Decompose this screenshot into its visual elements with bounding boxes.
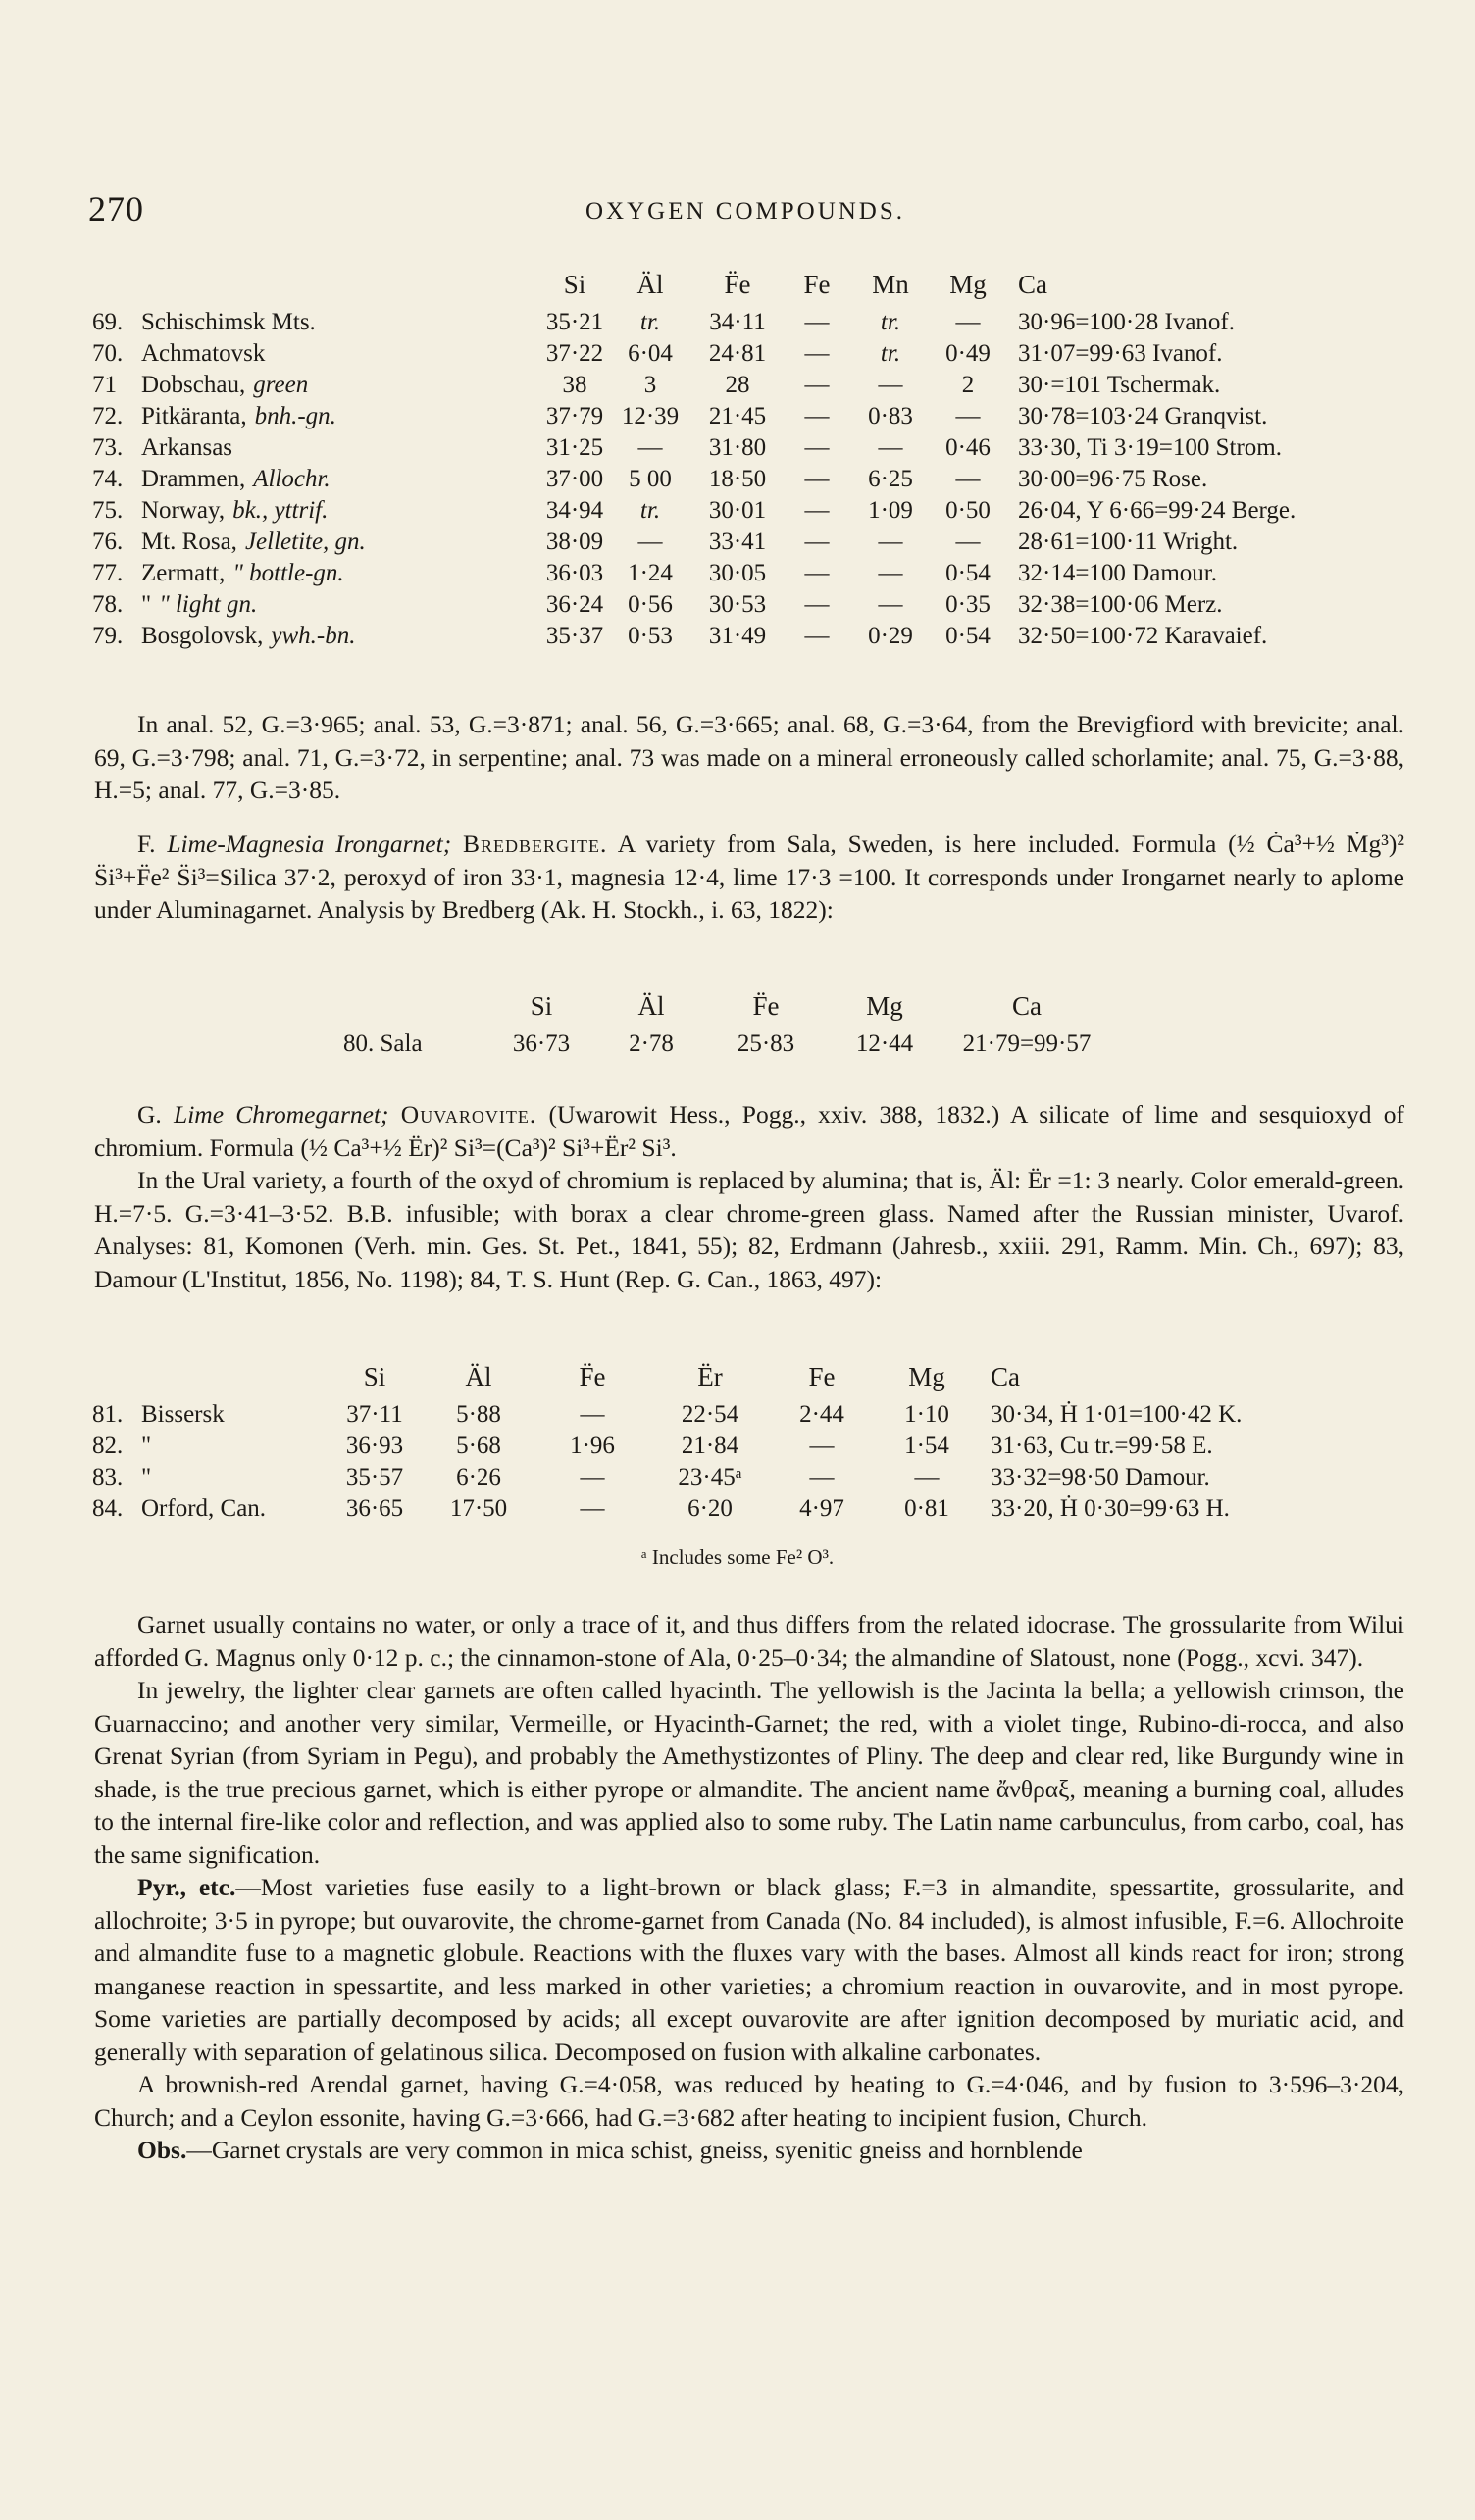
footnote: ᵃ Includes some Fe² O³. — [640, 1545, 835, 1569]
cell-mg: 1·54 — [904, 1432, 949, 1459]
cell-locality: " — [141, 1432, 152, 1459]
cell-fe2: — — [804, 496, 830, 524]
cell-ca-result: 30·00=96·75 Rose. — [1018, 465, 1208, 492]
cell-si: 35·21 — [545, 308, 604, 335]
row-number: 69. — [92, 308, 124, 335]
variety-name: ywh.-bn. — [271, 622, 356, 649]
cell-ca-result: 26·04, Y 6·66=99·24 Berge. — [1018, 496, 1297, 524]
section-title: Lime-Magnesia Irongarnet; — [167, 830, 452, 858]
table-row — [88, 369, 1422, 400]
cell-mn: — — [878, 590, 903, 618]
cell-mn: 6·25 — [868, 465, 913, 492]
row-number: 78. — [92, 590, 124, 618]
cell-mg: 0·81 — [904, 1494, 949, 1522]
cell-al: 6·04 — [628, 339, 673, 367]
locality-name: Mt. Rosa, — [141, 528, 237, 555]
analysis-table-2 — [339, 984, 1110, 1059]
cell-mn: — — [878, 371, 903, 398]
variety-name: " light gn. — [159, 590, 258, 618]
analysis-table-1 — [88, 263, 1422, 651]
cell-fe2: — — [804, 433, 830, 461]
column-header: Mn — [872, 269, 909, 299]
paragraph-pyr — [94, 1871, 1404, 2068]
variety-name: Allochr. — [253, 465, 331, 492]
paragraph-jewelry: In jewelry, the lighter clear garnets are often called hyacinth. The yellowish is the Jacinta la bella; a yellowish crimson, the Guarnaccino; and another very similar, Vermeille, or Hyacinth-Garnet; the red, with a violet tinge, Rubino-di-rocca, and also Grenat Syrian (from Syriam in Pegu), and probably the Amethystizontes of Pliny. The deep and clear red, like Burgundy wine in shade, is the true precious garnet, which is either pyrope or almandite. The ancient name ἄνθραξ, meaning a burning coal, alludes to the internal fire-like color and reflection, and was applied also to some ruby. The Latin name carbunculus, from carbo, coal, has the same signification. — [94, 1676, 1404, 1869]
table-header-row — [88, 263, 1422, 306]
cell-si: 38 — [562, 371, 587, 398]
cell-cr: 23·45ᵃ — [678, 1463, 742, 1490]
cell-fe3: 31·49 — [708, 622, 767, 649]
cell-si: 37·00 — [545, 465, 604, 492]
cell-mg: — — [955, 528, 981, 555]
paragraph-text: In the Ural variety, a fourth of the oxyd of chromium is replaced by alumina; that is, Äl: Ër =1: 3 nearly. Color emerald-green. H.=7·5. G.=3·41–3·52. B.B. infusible; with borax a clear chrome-green glass. Named after the Russian minister, Uvarof. Analyses: 81, Komonen (Verh. min. Ges. St. Pet., 1841, 55); 82, Erdmann (Jahresb., xxiii. 291, Ramm. Min. Ch., 697); 83, Damour (L'Institut, 1856, No. 1198); 84, T. S. Hunt (Rep. G. Can., 1863, 497): — [94, 1166, 1404, 1293]
table-row — [88, 494, 1422, 526]
cell-locality — [137, 588, 539, 620]
row-number: 75. — [92, 496, 124, 524]
cell-mg: — — [955, 308, 981, 335]
paragraph-arendal: A brownish-red Arendal garnet, having G.=4·058, was reduced by heating to G.=4·046, and by fusion to 3·596–3·204, Church; and a Ceylon essonite, having G.=3·666, had G.=3·682 after heating to incipient fusion, Church. — [94, 2070, 1404, 2132]
table-row — [88, 1430, 1422, 1461]
table-row — [339, 1028, 1110, 1059]
running-head: OXYGEN COMPOUNDS. — [585, 198, 906, 225]
column-header: Äl — [465, 1361, 492, 1391]
table-row — [88, 557, 1422, 588]
cell-fe3: 1·96 — [570, 1432, 615, 1459]
row-number: 81. — [92, 1400, 124, 1428]
column-header: Äl — [637, 990, 665, 1021]
section-label: F. — [137, 830, 156, 858]
cell-mg: 0·50 — [945, 496, 991, 524]
cell-fe2: — — [804, 559, 830, 586]
cell-locality — [137, 369, 539, 400]
column-header: Mg — [949, 269, 987, 299]
mineral-name: Bredbergite. — [463, 830, 608, 858]
cell-si: 36·73 — [512, 1030, 571, 1057]
cell-ca-result: 31·63, Cu tr.=99·58 E. — [991, 1432, 1213, 1459]
column-header: Si — [530, 990, 553, 1021]
cell-locality: " — [141, 1463, 152, 1490]
pyr-text: —Most varieties fuse easily to a light-brown or black glass; F.=3 in almandite, spessartite, grossularite, and allochroite; 3·5 in pyrope; but ouvarovite, the chrome-garnet from Canada (No. 84 included), is almost infusible, F.=6. Allochroite and almandite fuse to a magnetic globule. Reactions with the fluxes vary with the bases. Almost all kinds react for iron; strong manganese reaction in spessartite, and less marked in other varieties; a chromium reaction in ouvarovite, and in most pyrope. Some varieties are partially decomposed by acids; all except ouvarovite are after ignition decomposed by muriatic acid, and generally with separation of gelatinous silica. Decomposed on fusion with alkaline carbonates. — [94, 1873, 1405, 2066]
table-row — [88, 1492, 1422, 1524]
cell-si: 37·11 — [346, 1400, 403, 1428]
cell-mn: 0·83 — [868, 402, 913, 429]
cell-fe2: — — [804, 402, 830, 429]
cell-mg: 2 — [961, 371, 975, 398]
cell-ca-result: 28·61=100·11 Wright. — [1018, 528, 1239, 555]
cell-mn: 1·09 — [868, 496, 913, 524]
column-header: Ca — [1018, 269, 1047, 299]
section-text: (Uwarowit Hess., Pogg., xxiv. 388, 1832.) A silicate of lime and sesquioxyd of chromium. Formula (½ Ca³+½ Ër)² Si³=(Ca³)² Si³+Ër² Si³. — [94, 1100, 1405, 1162]
column-header: Fe — [803, 269, 831, 299]
cell-locality — [137, 463, 539, 494]
cell-fe3: 30·53 — [708, 590, 767, 618]
cell-al: — — [637, 528, 663, 555]
cell-mg: — — [914, 1463, 940, 1490]
locality-name: Arkansas — [141, 433, 233, 461]
cell-fe3: — — [580, 1400, 605, 1428]
cell-mg: 0·49 — [945, 339, 991, 367]
table-row — [88, 1398, 1422, 1430]
cell-ca-result: 33·30, Ti 3·19=100 Strom. — [1018, 433, 1283, 461]
cell-al: 0·53 — [628, 622, 673, 649]
cell-fe3: 31·80 — [708, 433, 767, 461]
cell-al: 5·88 — [456, 1400, 501, 1428]
section-label: G. — [137, 1100, 162, 1129]
table-row — [88, 337, 1422, 369]
cell-si: 34·94 — [545, 496, 604, 524]
cell-ca-result: 30·96=100·28 Ivanof. — [1018, 308, 1235, 335]
cell-fe2: — — [804, 339, 830, 367]
cell-ca-result: 31·07=99·63 Ivanof. — [1018, 339, 1223, 367]
column-header: Ca — [991, 1361, 1020, 1391]
cell-cr: 6·20 — [687, 1494, 733, 1522]
table-row — [88, 526, 1422, 557]
cell-si: 38·09 — [545, 528, 604, 555]
section-text: A variety from Sala, Sweden, is here included. Formula (½ Ċa³+½ Ṁg³)² S̈i³+F̈e² S̈i³=Silica 37·2, peroxyd of iron 33·1, magnesia 12·4, lime 17·3 =100. It corresponds under Irongarnet nearly to aplome under Aluminagarnet. Analysis by Bredberg (Ak. H. Stockh., i. 63, 1822): — [94, 830, 1405, 924]
cell-al: 6·26 — [456, 1463, 501, 1490]
table-row — [88, 400, 1422, 431]
row-number: 76. — [92, 528, 124, 555]
cell-ca-result: 30·34, Ḣ 1·01=100·42 K. — [991, 1400, 1243, 1428]
page-header — [88, 188, 1402, 237]
page-number: 270 — [88, 189, 144, 228]
cell-mg: — — [955, 465, 981, 492]
cell-al: tr. — [639, 496, 661, 524]
cell-cr: 22·54 — [681, 1400, 739, 1428]
cell-fe3: 33·41 — [708, 528, 767, 555]
column-header: Si — [563, 269, 586, 299]
cell-locality — [137, 400, 539, 431]
cell-al: 17·50 — [449, 1494, 508, 1522]
locality-name: Dobschau, — [141, 371, 246, 398]
cell-mg: 0·35 — [945, 590, 991, 618]
cell-locality — [137, 526, 539, 557]
cell-si: 36·65 — [345, 1494, 404, 1522]
cell-si: 36·03 — [545, 559, 604, 586]
cell-mg: 0·54 — [945, 622, 991, 649]
cell-mn: — — [878, 559, 903, 586]
column-header: F̈e — [579, 1361, 606, 1391]
cell-ca-result: 32·50=100·72 Karavaief. — [1018, 622, 1268, 649]
paragraph-text: In anal. 52, G.=3·965; anal. 53, G.=3·871; anal. 56, G.=3·665; anal. 68, G.=3·64, from the Brevigfiord with brevicite; anal. 69, G.=3·798; anal. 71, G.=3·72, in serpentine; anal. 73 was made on a mineral erroneously called schorlamite; anal. 75, G.=3·88, H.=5; anal. 77, G.=3·85. — [94, 710, 1404, 804]
cell-al: 5 00 — [629, 465, 672, 492]
cell-locality — [137, 337, 539, 369]
cell-locality — [137, 494, 539, 526]
cell-si: 37·22 — [545, 339, 604, 367]
table-row — [88, 431, 1422, 463]
cell-fe2: — — [804, 371, 830, 398]
cell-ca-result: 30·=101 Tschermak. — [1018, 371, 1221, 398]
cell-locality: Bissersk — [141, 1400, 225, 1428]
cell-fe3: 21·45 — [708, 402, 767, 429]
table-row — [88, 1461, 1422, 1492]
cell-fe3: 28 — [725, 371, 750, 398]
cell-mg: 12·44 — [855, 1030, 914, 1057]
locality-name: Norway, — [141, 496, 226, 524]
cell-si: 36·93 — [345, 1432, 404, 1459]
section-f — [94, 828, 1404, 927]
cell-fe3: — — [580, 1463, 605, 1490]
cell-fe3: 24·81 — [708, 339, 767, 367]
variety-name: bnh.-gn. — [254, 402, 336, 429]
cell-al: 3 — [643, 371, 657, 398]
row-number: 79. — [92, 622, 124, 649]
cell-cr: 21·84 — [681, 1432, 739, 1459]
row-number: 82. — [92, 1432, 124, 1459]
cell-fe3: 30·05 — [708, 559, 767, 586]
cell-fe2: — — [804, 528, 830, 555]
cell-mn: — — [878, 433, 903, 461]
cell-mg: 0·46 — [945, 433, 991, 461]
analysis-table-3 — [88, 1355, 1422, 1524]
column-header: F̈e — [752, 990, 780, 1021]
obs-text: —Garnet crystals are very common in mica schist, gneiss, syenitic gneiss and hornblende — [186, 2136, 1083, 2164]
column-header: F̈e — [724, 269, 751, 299]
table-row — [88, 306, 1422, 337]
paragraph-obs — [94, 2134, 1404, 2167]
cell-si: 37·79 — [545, 402, 604, 429]
table-header-row — [339, 984, 1110, 1028]
paragraph-water: Garnet usually contains no water, or only a trace of it, and thus differs from the related idocrase. The grossularite from Wilui afforded G. Magnus only 0·12 p. c.; the cinnamon-stone of Ala, 0·25–0·34; the almandine of Slatoust, none (Pogg., xcvi. 347). — [94, 1610, 1404, 1672]
locality-name: Drammen, — [141, 465, 246, 492]
table-row — [88, 588, 1422, 620]
pyr-heading: Pyr., etc. — [137, 1873, 236, 1901]
cell-mn: — — [878, 528, 903, 555]
cell-si: 31·25 — [545, 433, 604, 461]
row-number: 71 — [92, 371, 117, 398]
column-header: Äl — [636, 269, 664, 299]
variety-name: green — [253, 371, 309, 398]
table-header-row — [88, 1355, 1422, 1398]
cell-fe2: — — [809, 1463, 835, 1490]
cell-fe: 25·83 — [737, 1030, 795, 1057]
locality-name: " — [141, 590, 152, 618]
variety-name: " bottle-gn. — [232, 559, 344, 586]
locality-name: Achmatovsk — [141, 339, 266, 367]
cell-locality — [137, 306, 539, 337]
column-header: Mg — [908, 1361, 945, 1391]
obs-heading: Obs. — [137, 2136, 187, 2164]
cell-locality — [137, 620, 539, 651]
cell-al: 1·24 — [628, 559, 673, 586]
cell-fe2: — — [804, 622, 830, 649]
column-header: Si — [363, 1361, 386, 1391]
locality-name: Bosgolovsk, — [141, 622, 264, 649]
body-text — [94, 1608, 1404, 2167]
cell-fe3: 30·01 — [708, 496, 767, 524]
cell-fe3: 34·11 — [709, 308, 766, 335]
column-header: Fe — [808, 1361, 836, 1391]
row-number: 74. — [92, 465, 124, 492]
column-header: Ca — [1012, 990, 1042, 1021]
mineral-name: Ouvarovite. — [400, 1100, 537, 1129]
cell-al: 12·39 — [621, 402, 680, 429]
cell-fe2: 4·97 — [799, 1494, 844, 1522]
cell-mn: tr. — [880, 308, 901, 335]
cell-al: 5·68 — [456, 1432, 501, 1459]
cell-fe2: — — [804, 308, 830, 335]
variety-name: bk., yttrif. — [232, 496, 329, 524]
cell-mg: 0·54 — [945, 559, 991, 586]
cell-ca: 21·79=99·57 — [962, 1030, 1092, 1057]
cell-ca-result: 33·20, Ḣ 0·30=99·63 H. — [991, 1494, 1230, 1522]
cell-locality — [137, 431, 539, 463]
cell-mn: tr. — [880, 339, 901, 367]
cell-si: 36·24 — [545, 590, 604, 618]
row-number: 70. — [92, 339, 124, 367]
cell-ca-result: 30·78=103·24 Granqvist. — [1018, 402, 1268, 429]
row-number: 73. — [92, 433, 124, 461]
cell-mg: 1·10 — [904, 1400, 949, 1428]
cell-fe2: — — [809, 1432, 835, 1459]
cell-fe2: — — [804, 465, 830, 492]
cell-locality: Orford, Can. — [141, 1494, 267, 1522]
cell-si: 35·57 — [345, 1463, 404, 1490]
cell-ca-result: 33·32=98·50 Damour. — [991, 1463, 1210, 1490]
row-number: 83. — [92, 1463, 124, 1490]
cell-locality — [137, 557, 539, 588]
cell-al: tr. — [639, 308, 661, 335]
paragraph-analyses-notes — [94, 708, 1404, 807]
cell-fe2: — — [804, 590, 830, 618]
cell-si: 35·37 — [545, 622, 604, 649]
row-label: 80. Sala — [343, 1030, 423, 1057]
column-header: Ër — [697, 1361, 723, 1391]
variety-name: Jelletite, gn. — [244, 528, 366, 555]
row-number: 77. — [92, 559, 124, 586]
locality-name: Zermatt, — [141, 559, 226, 586]
cell-fe2: 2·44 — [799, 1400, 844, 1428]
section-g — [94, 1098, 1404, 1295]
cell-fe3: 18·50 — [708, 465, 767, 492]
table-row — [88, 620, 1422, 651]
cell-al: 2·78 — [629, 1030, 674, 1057]
cell-al: 0·56 — [628, 590, 673, 618]
row-number: 72. — [92, 402, 124, 429]
cell-mn: 0·29 — [868, 622, 913, 649]
row-number: 84. — [92, 1494, 124, 1522]
locality-name: Pitkäranta, — [141, 402, 247, 429]
cell-ca-result: 32·14=100 Damour. — [1018, 559, 1217, 586]
cell-fe3: — — [580, 1494, 605, 1522]
table-row — [88, 463, 1422, 494]
locality-name: Schischimsk Mts. — [141, 308, 316, 335]
cell-ca-result: 32·38=100·06 Merz. — [1018, 590, 1223, 618]
section-title: Lime Chromegarnet; — [174, 1100, 389, 1129]
cell-al: — — [637, 433, 663, 461]
cell-mg: — — [955, 402, 981, 429]
column-header: Mg — [866, 990, 903, 1021]
